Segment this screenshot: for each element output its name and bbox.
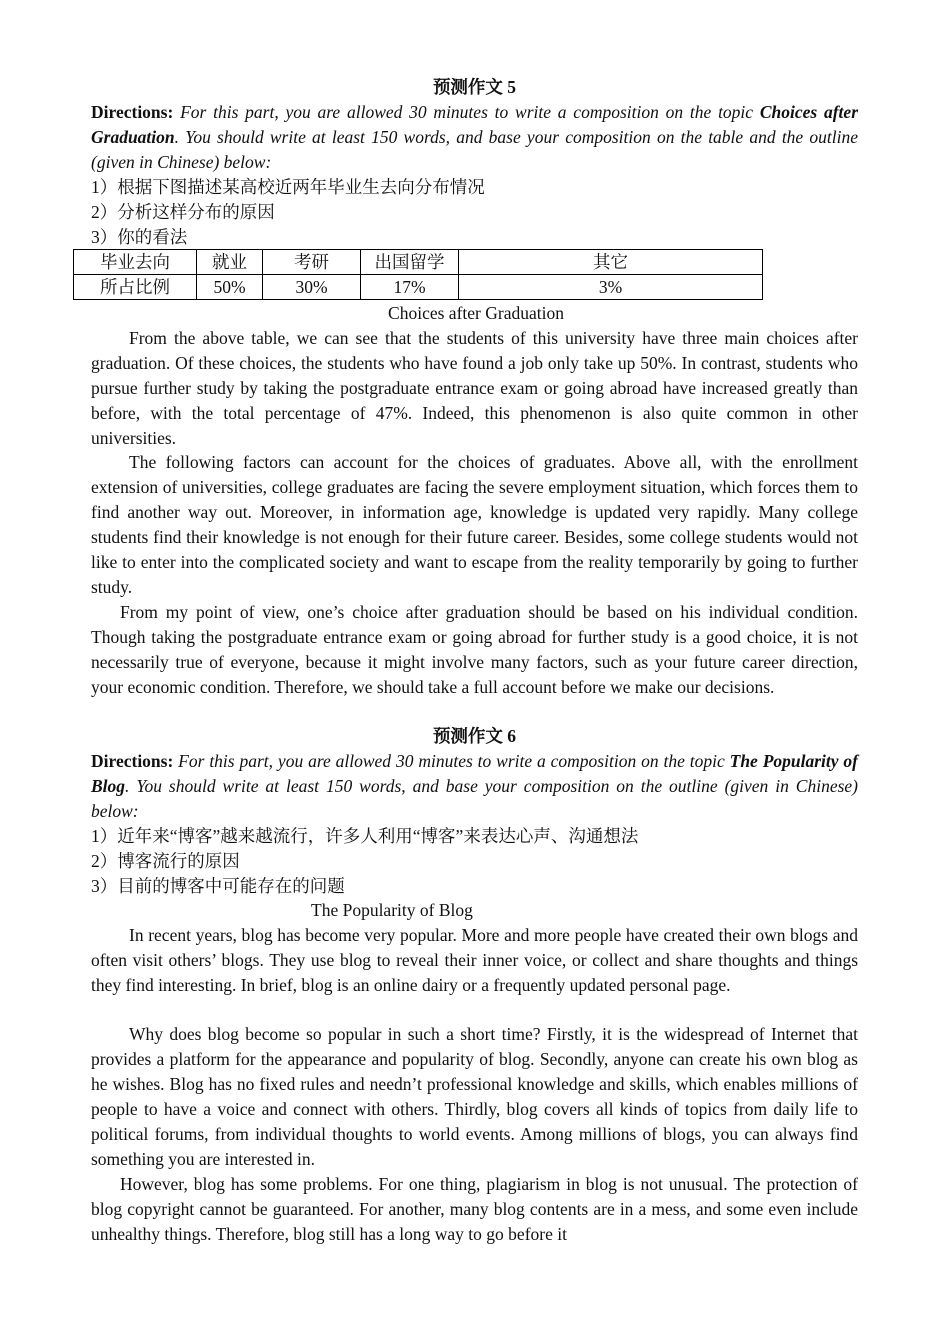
directions-text: . You should write at least 150 words, and base your composition on the outline (given in Chinese) below: bbox=[91, 775, 858, 821]
section5-heading: 预测作文 5 bbox=[432, 77, 517, 97]
essay-paragraph: However, blog has some problems. For one thing, plagiarism in blog is not unusual. The protection of blog copyright cannot be guaranteed. For another, many blog contents are in a mess, and some even include unhealthy things. Therefore, blog still has a long way to go before it bbox=[91, 1174, 858, 1244]
section6-directions bbox=[91, 749, 858, 824]
section5-essay-title: Choices after Graduation bbox=[388, 303, 564, 323]
outline-item: 1）根据下图描述某高校近两年毕业生去向分布情况 bbox=[91, 177, 485, 197]
table-cell: 3% bbox=[459, 275, 763, 300]
directions-topic: Choices after Graduation bbox=[91, 102, 858, 147]
table-header-cell: 考研 bbox=[263, 250, 361, 275]
directions-text: . You should write at least 150 words, and base your composition on the table and the outline (given in Chinese) below: bbox=[91, 126, 858, 172]
essay-paragraph: In recent years, blog has become very popular. More and more people have created their own blogs and often visit others’ blogs. They use blog to reveal their inner voice, or collect and share thoughts and things they find interesting. In brief, blog is an online dairy or a frequently updated personal page. bbox=[91, 925, 858, 995]
essay-paragraph: The following factors can account for the choices of graduates. Above all, with the enrollment extension of universities, college graduates are facing the severe employment situation, which forces them to find another way out. Moreover, in information age, knowledge is updated very rapidly. Many college students find their knowledge is not enough for their future career. Besides, some college students would not like to enter into the complicated society and want to escape from the reality temporarily by going to further study. bbox=[91, 452, 858, 597]
table-cell: 所占比例 bbox=[74, 275, 197, 300]
essay-paragraph: Why does blog become so popular in such a short time? Firstly, it is the widespread of Internet that provides a platform for the appearance and popularity of blog. Secondly, anyone can create his own blog as he wishes. Blog has no fixed rules and needn’t professional knowledge and skills, which enables millions of people to have a voice and connect with others. Thirdly, blog covers all kinds of topics from daily life to political forums, from individual thoughts to world events. Among millions of blogs, you can always find something you are interested in. bbox=[91, 1024, 858, 1169]
directions-label: Directions: bbox=[91, 751, 174, 771]
table-row bbox=[74, 250, 763, 275]
section6-essay-title: The Popularity of Blog bbox=[311, 900, 473, 920]
directions-label: Directions: bbox=[91, 102, 174, 122]
graduation-choices-table bbox=[73, 249, 763, 300]
table-cell: 50% bbox=[197, 275, 263, 300]
essay-paragraph: From my point of view, one’s choice after graduation should be based on his individual condition. Though taking the postgraduate entrance exam or going abroad for further study is a good choice, it is not necessarily true of everyone, because it might involve many factors, such as your future career direction, your economic condition. Therefore, we should take a full account before we make our decisions. bbox=[91, 602, 858, 697]
directions-text: For this part, you are allowed 30 minutes to write a composition on the topic bbox=[173, 102, 760, 122]
table-header-cell: 其它 bbox=[459, 250, 763, 275]
section5-directions bbox=[91, 100, 858, 175]
table-header-cell: 就业 bbox=[197, 250, 263, 275]
outline-item: 2）博客流行的原因 bbox=[91, 850, 240, 871]
outline-item: 3）目前的博客中可能存在的问题 bbox=[91, 875, 345, 896]
table-header-cell: 出国留学 bbox=[361, 250, 459, 275]
directions-topic: The Popularity of Blog bbox=[91, 751, 859, 796]
table-cell: 30% bbox=[263, 275, 361, 300]
section6-outline bbox=[91, 824, 858, 899]
table-header-cell: 毕业去向 bbox=[74, 250, 197, 275]
directions-text: For this part, you are allowed 30 minutes to write a composition on the topic bbox=[173, 751, 730, 771]
essay-paragraph: From the above table, we can see that the students of this university have three main choices after graduation. Of these choices, the students who have found a job only take up 50%. In contrast, students who pursue further study by taking the postgraduate entrance exam or going abroad have increased greatly than before, with the total percentage of 47%. Indeed, this phenomenon is also quite common in other universities. bbox=[91, 328, 858, 448]
outline-item: 2）分析这样分布的原因 bbox=[91, 201, 275, 222]
table-row bbox=[74, 275, 763, 300]
section6-heading: 预测作文 6 bbox=[432, 726, 517, 746]
outline-item: 1）近年来“博客”越来越流行，许多人利用“博客”来表达心声、沟通想法 bbox=[91, 826, 639, 846]
outline-item: 3）你的看法 bbox=[91, 226, 188, 247]
table-cell: 17% bbox=[361, 275, 459, 300]
section5-outline bbox=[91, 175, 858, 250]
